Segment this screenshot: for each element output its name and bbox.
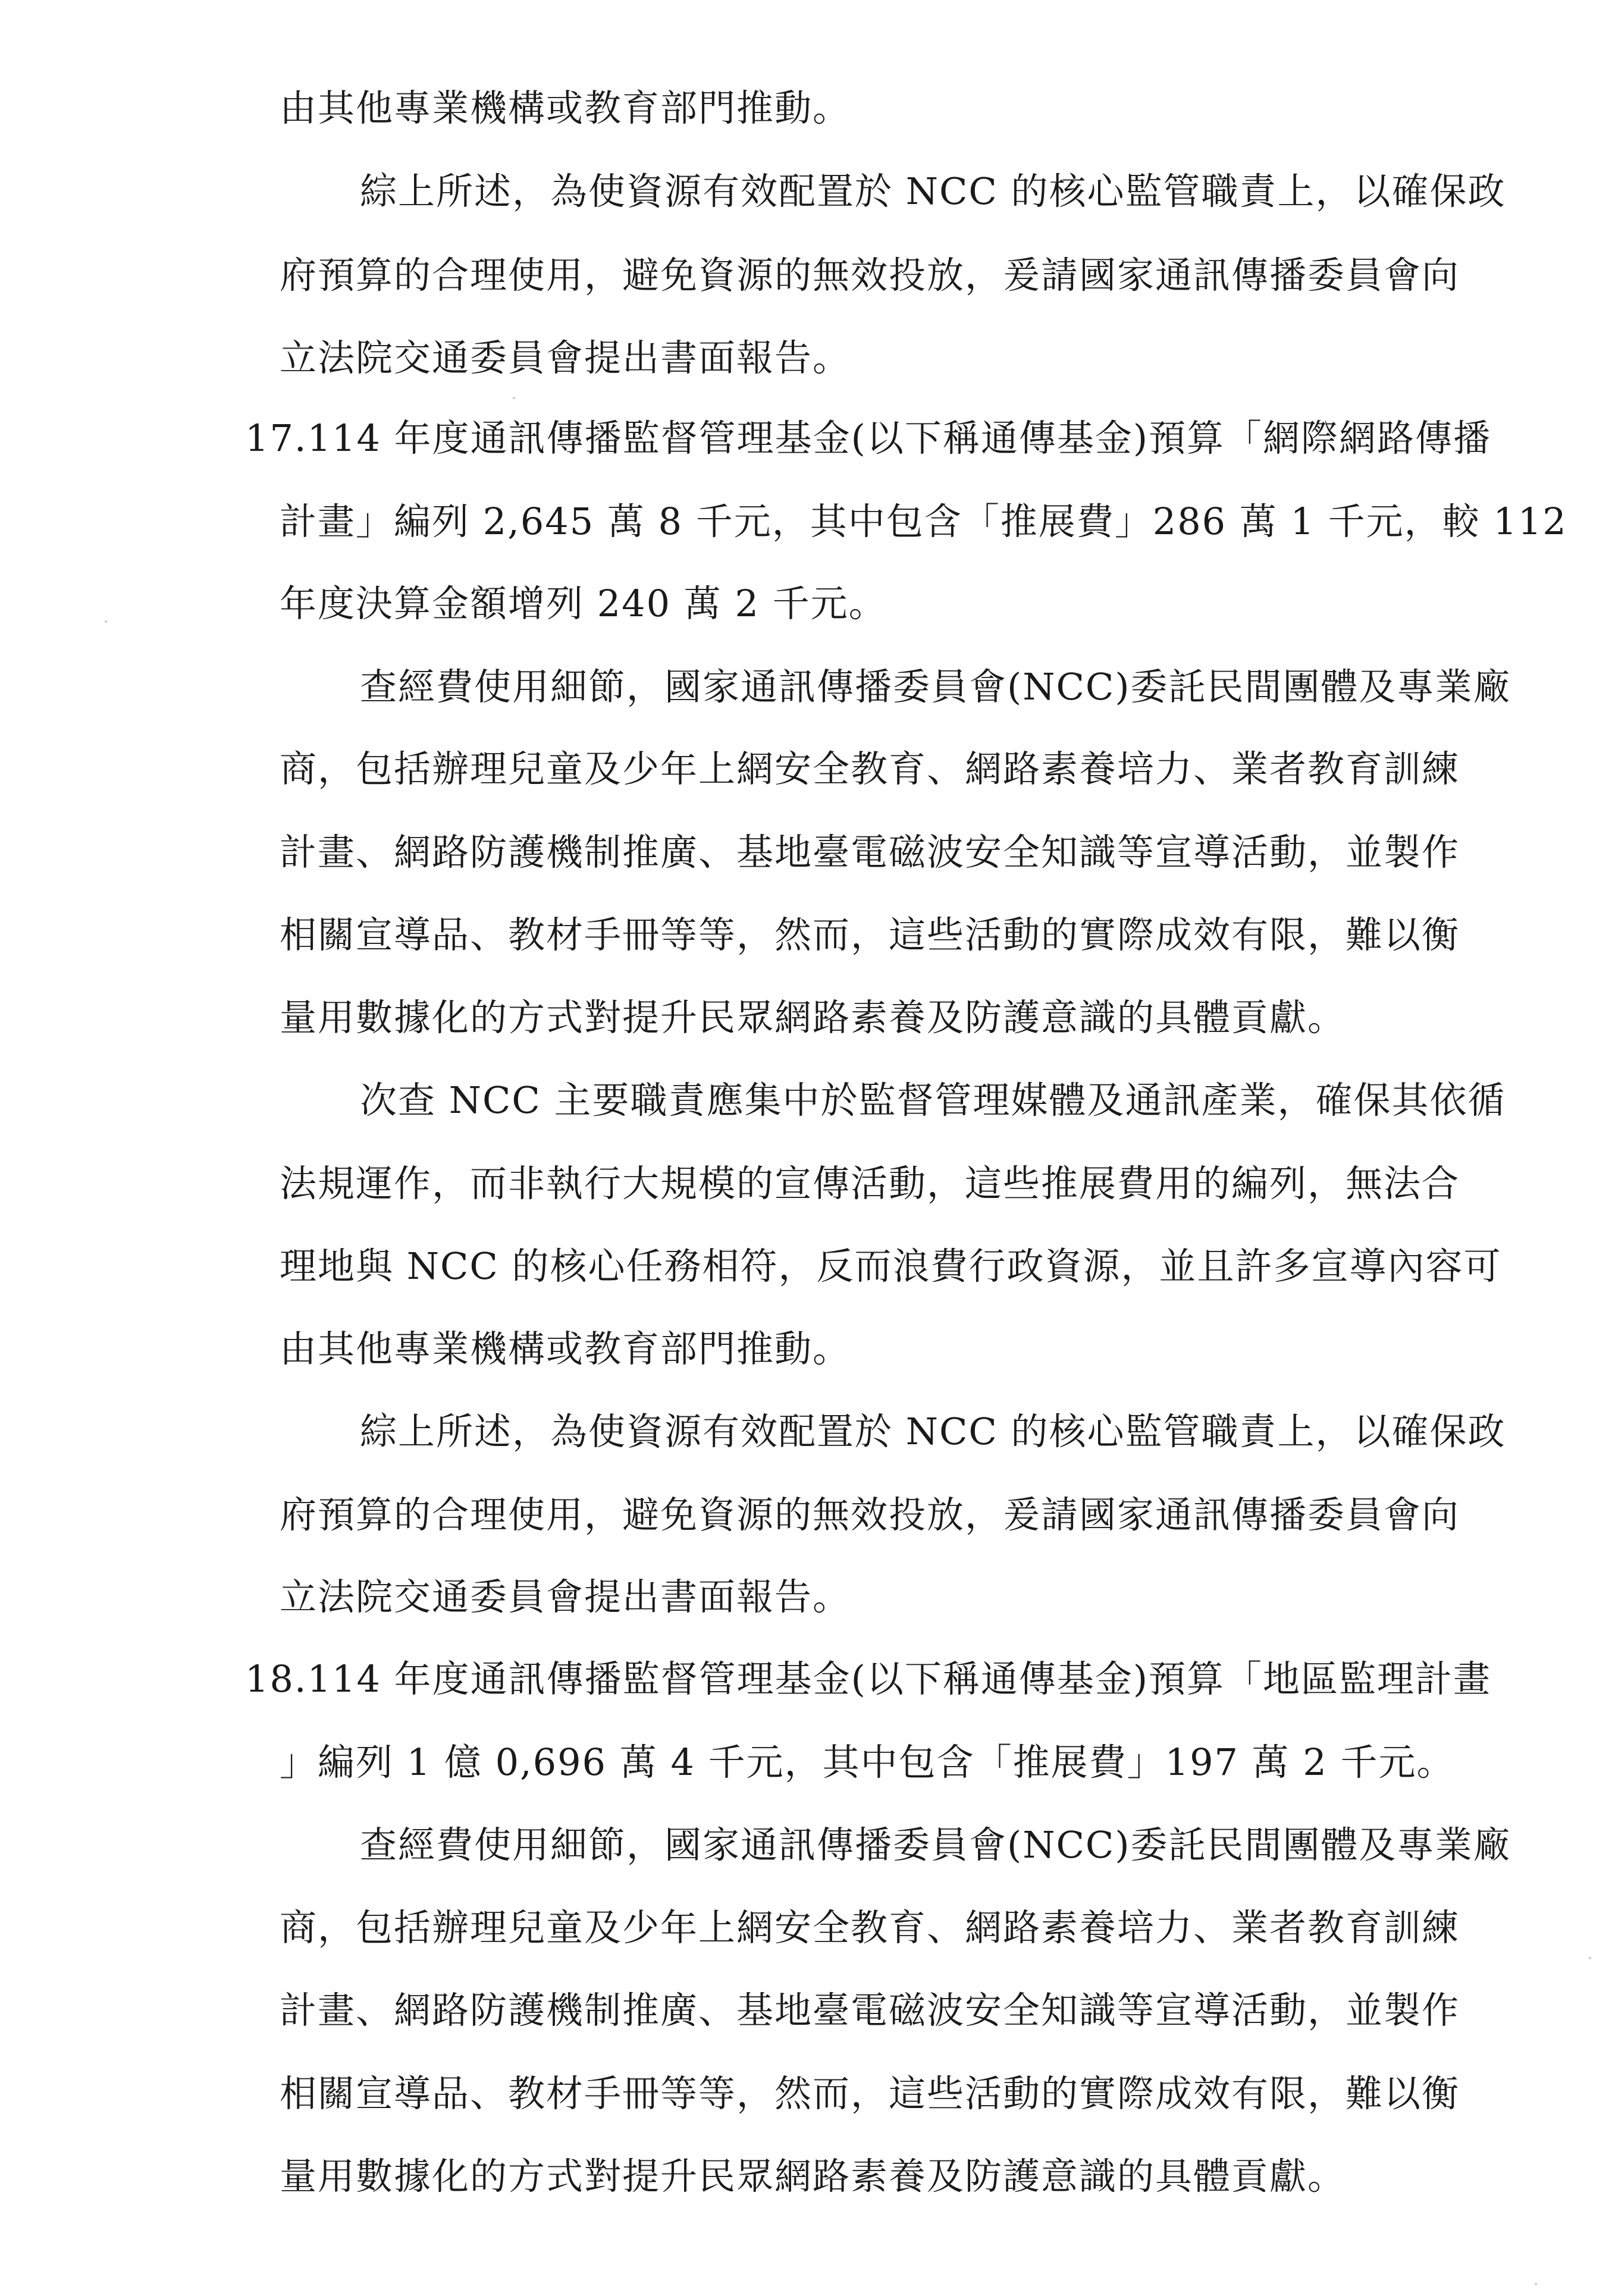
scan-speck xyxy=(1535,2283,1537,2285)
paragraph-line: 綜上所述，為使資源有效配置於 NCC 的核心監管職責上，以確保政 xyxy=(360,170,1506,213)
item-heading-line: 計畫」編列 2,645 萬 8 千元，其中包含「推展費」286 萬 1 千元，較 112 xyxy=(280,500,1567,543)
item-heading-line: 年度決算金額增列 240 萬 2 千元。 xyxy=(280,582,887,625)
item-heading-18: 18.114 年度通訊傳播監督管理基金(以下稱通傳基金)預算「地區監理計畫 xyxy=(245,1657,1492,1701)
paragraph-line: 計畫、網路防護機制推廣、基地臺電磁波安全知識等宣導活動，並製作 xyxy=(280,1988,1460,2032)
paragraph-line: 由其他專業機構或教育部門推動。 xyxy=(280,86,851,130)
item-heading-17: 17.114 年度通訊傳播監督管理基金(以下稱通傳基金)預算「網際網路傳播 xyxy=(245,416,1492,460)
paragraph-line: 府預算的合理使用，避免資源的無效投放，爰請國家通訊傳播委員會向 xyxy=(280,1493,1460,1536)
paragraph-line: 相關宣導品、教材手冊等等，然而，這些活動的實際成效有限，難以衡 xyxy=(280,913,1460,956)
scan-speck xyxy=(105,620,107,623)
paragraph-line: 量用數據化的方式對提升民眾網路素養及防護意識的具體貢獻。 xyxy=(280,2154,1346,2198)
paragraph-line: 立法院交通委員會提出書面報告。 xyxy=(280,336,851,379)
paragraph-line: 理地與 NCC 的核心任務相符，反而浪費行政資源，並且許多宣導內容可 xyxy=(280,1244,1502,1288)
paragraph-line: 計畫、網路防護機制推廣、基地臺電磁波安全知識等宣導活動，並製作 xyxy=(280,830,1460,874)
scan-speck xyxy=(513,397,515,399)
paragraph-line: 府預算的合理使用，避免資源的無效投放，爰請國家通訊傳播委員會向 xyxy=(280,253,1460,297)
paragraph-line: 相關宣導品、教材手冊等等，然而，這些活動的實際成效有限，難以衡 xyxy=(280,2072,1460,2115)
paragraph-line: 法規運作，而非執行大規模的宣傳活動，這些推展費用的編列，無法合 xyxy=(280,1162,1460,1205)
item-heading-line: 」編列 1 億 0,696 萬 4 千元，其中包含「推展費」197 萬 2 千元。 xyxy=(280,1740,1455,1784)
paragraph-line: 量用數據化的方式對提升民眾網路素養及防護意識的具體貢獻。 xyxy=(280,996,1346,1039)
paragraph-line: 綜上所述，為使資源有效配置於 NCC 的核心監管職責上，以確保政 xyxy=(360,1410,1506,1453)
paragraph-line: 商，包括辦理兒童及少年上網安全教育、網路素養培力、業者教育訓練 xyxy=(280,747,1460,791)
scan-speck xyxy=(1589,1957,1591,1959)
paragraph-line: 商，包括辦理兒童及少年上網安全教育、網路素養培力、業者教育訓練 xyxy=(280,1906,1460,1949)
paragraph-line: 查經費使用細節，國家通訊傳播委員會(NCC)委託民間團體及專業廠 xyxy=(360,665,1511,708)
paragraph-line: 由其他專業機構或教育部門推動。 xyxy=(280,1327,851,1370)
paragraph-line: 立法院交通委員會提出書面報告。 xyxy=(280,1575,851,1619)
paragraph-line: 查經費使用細節，國家通訊傳播委員會(NCC)委託民間團體及專業廠 xyxy=(360,1823,1511,1867)
paragraph-line: 次查 NCC 主要職責應集中於監督管理媒體及通訊產業，確保其依循 xyxy=(360,1078,1506,1122)
